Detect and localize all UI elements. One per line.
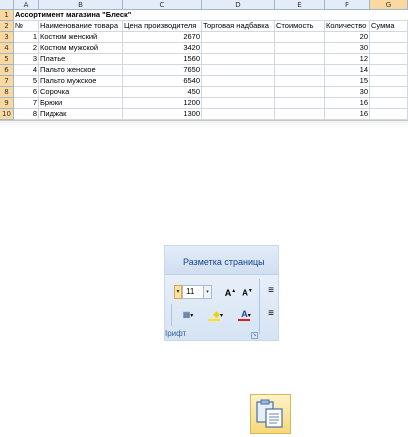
group-separator-left xyxy=(171,304,172,326)
header-cell-number[interactable]: № xyxy=(14,21,39,32)
cell-markup[interactable] xyxy=(202,43,275,54)
row-header-10[interactable]: 10 xyxy=(0,109,14,120)
spreadsheet xyxy=(0,0,408,128)
cell-cost[interactable] xyxy=(275,87,325,98)
column-header-f[interactable]: F xyxy=(325,0,370,10)
shrink-font-button[interactable]: A▼ xyxy=(242,288,253,298)
font-color-dropdown-icon: ▾ xyxy=(247,313,251,319)
row-header-8[interactable]: 8 xyxy=(0,87,14,98)
fill-color-button[interactable] xyxy=(205,307,231,322)
header-cell-price[interactable]: Цена производителя xyxy=(123,21,202,32)
column-header-a[interactable]: A xyxy=(14,0,39,10)
header-cell-quantity[interactable]: Количество xyxy=(325,21,370,32)
row-header-1[interactable]: 1 xyxy=(0,10,14,21)
header-cell-name[interactable]: Наименование товара xyxy=(39,21,123,32)
cell-sum[interactable] xyxy=(370,54,408,65)
cell-number[interactable]: 3 xyxy=(14,54,39,65)
font-color-button[interactable] xyxy=(235,307,257,322)
cell-markup[interactable] xyxy=(202,109,275,120)
cell-sum[interactable] xyxy=(370,98,408,109)
cell-quantity[interactable]: 30 xyxy=(325,43,370,54)
row-header-7[interactable]: 7 xyxy=(0,76,14,87)
cell-markup[interactable] xyxy=(202,32,275,43)
column-header-d[interactable]: D xyxy=(202,0,275,10)
cell-quantity[interactable]: 15 xyxy=(325,76,370,87)
paste-button[interactable] xyxy=(250,394,291,434)
cell-quantity[interactable]: 14 xyxy=(325,65,370,76)
cell-cost[interactable] xyxy=(275,54,325,65)
cell-cost[interactable] xyxy=(275,43,325,54)
grow-font-icon: A xyxy=(224,288,232,298)
fill-color-icon: ◆ xyxy=(213,309,220,319)
column-header-e[interactable]: E xyxy=(275,0,325,10)
shrink-font-icon: A xyxy=(242,288,248,298)
font-color-icon: A xyxy=(241,309,248,319)
header-cell-sum[interactable]: Сумма xyxy=(370,21,408,32)
cell-cost[interactable] xyxy=(275,98,325,109)
cell-sum[interactable] xyxy=(370,87,408,98)
cell-sum[interactable] xyxy=(370,32,408,43)
cell-price[interactable]: 450 xyxy=(123,87,202,98)
grow-font-button[interactable]: A▲ xyxy=(224,288,237,298)
cell-quantity[interactable]: 16 xyxy=(325,98,370,109)
tab-page-layout[interactable]: Разметка страницы xyxy=(183,257,265,267)
cell-markup[interactable] xyxy=(202,98,275,109)
sheet-bottom-edge xyxy=(0,120,408,129)
cell-cost[interactable] xyxy=(275,76,325,87)
borders-icon: ▦ xyxy=(182,310,191,319)
row-header-3[interactable]: 3 xyxy=(0,32,14,43)
cell-number[interactable]: 7 xyxy=(14,98,39,109)
font-size-input[interactable]: 11 xyxy=(182,285,204,299)
fill-color-dropdown-icon: ▾ xyxy=(219,313,223,319)
cell-markup[interactable] xyxy=(202,87,275,98)
cell-name[interactable]: Пиджак xyxy=(39,109,123,120)
font-size-dropdown-arrow[interactable]: ▾ xyxy=(204,285,212,299)
column-header-c[interactable]: C xyxy=(123,0,202,10)
cell-name[interactable]: Костюм женский xyxy=(39,32,123,43)
align-top-button[interactable]: ≡ xyxy=(268,285,274,296)
borders-dropdown-icon: ▾ xyxy=(190,313,194,319)
select-all-corner[interactable] xyxy=(0,0,14,10)
font-group xyxy=(165,274,279,341)
cell-name[interactable]: Сорочка xyxy=(39,87,123,98)
cell-price[interactable]: 6540 xyxy=(123,76,202,87)
dialog-launcher-icon[interactable]: ↘ xyxy=(252,332,257,338)
cell-sum[interactable] xyxy=(370,43,408,54)
cell-sum[interactable] xyxy=(370,109,408,120)
column-header-b[interactable]: B xyxy=(39,0,123,10)
cell-sum[interactable] xyxy=(370,65,408,76)
cell-name[interactable]: Пальто мужское xyxy=(39,76,123,87)
cell-number[interactable]: 5 xyxy=(14,76,39,87)
cell-markup[interactable] xyxy=(202,76,275,87)
cell-price[interactable]: 1560 xyxy=(123,54,202,65)
row-header-5[interactable]: 5 xyxy=(0,54,14,65)
cell-number[interactable]: 2 xyxy=(14,43,39,54)
cell-price[interactable]: 3420 xyxy=(123,43,202,54)
ribbon-font-group-crop xyxy=(164,245,279,341)
cell-name[interactable]: Брюки xyxy=(39,98,123,109)
borders-button[interactable] xyxy=(177,307,199,322)
row-header-6[interactable]: 6 xyxy=(0,65,14,76)
row-header-2[interactable]: 2 xyxy=(0,21,14,32)
cell-quantity[interactable]: 16 xyxy=(325,109,370,120)
cell-name[interactable]: Пальто женское xyxy=(39,65,123,76)
cell-quantity[interactable]: 20 xyxy=(325,32,370,43)
cell-cost[interactable] xyxy=(275,32,325,43)
cell-cost[interactable] xyxy=(275,65,325,76)
ribbon-tab-bar xyxy=(165,246,279,274)
cell-number[interactable]: 1 xyxy=(14,32,39,43)
cell-price[interactable]: 7650 xyxy=(123,65,202,76)
cell-price[interactable]: 1300 xyxy=(123,109,202,120)
cell-quantity[interactable]: 30 xyxy=(325,87,370,98)
align-left-button[interactable]: ≡ xyxy=(268,308,274,319)
header-cell-cost[interactable]: Стоимость xyxy=(275,21,325,32)
cell-number[interactable]: 8 xyxy=(14,109,39,120)
cell-number[interactable]: 6 xyxy=(14,87,39,98)
cell-name[interactable]: Платье xyxy=(39,54,123,65)
sheet-title[interactable]: Ассортимент магазина "Блеск" xyxy=(14,10,408,21)
cell-price[interactable]: 2670 xyxy=(123,32,202,43)
row-header-4[interactable]: 4 xyxy=(0,43,14,54)
cell-price[interactable]: 1200 xyxy=(123,98,202,109)
cell-markup[interactable] xyxy=(202,54,275,65)
row-header-9[interactable]: 9 xyxy=(0,98,14,109)
group-separator xyxy=(259,279,260,334)
cell-cost[interactable] xyxy=(275,109,325,120)
cell-name[interactable]: Костюм мужской xyxy=(39,43,123,54)
column-header-g[interactable]: G xyxy=(370,0,408,10)
font-group-label: Ірифт xyxy=(165,329,187,338)
header-cell-markup[interactable]: Торговая надбавка xyxy=(202,21,275,32)
cell-quantity[interactable]: 12 xyxy=(325,54,370,65)
paste-icon xyxy=(251,395,290,433)
cell-sum[interactable] xyxy=(370,76,408,87)
font-name-dropdown-arrow[interactable]: ▾ xyxy=(174,285,182,299)
cell-number[interactable]: 4 xyxy=(14,65,39,76)
cell-markup[interactable] xyxy=(202,65,275,76)
